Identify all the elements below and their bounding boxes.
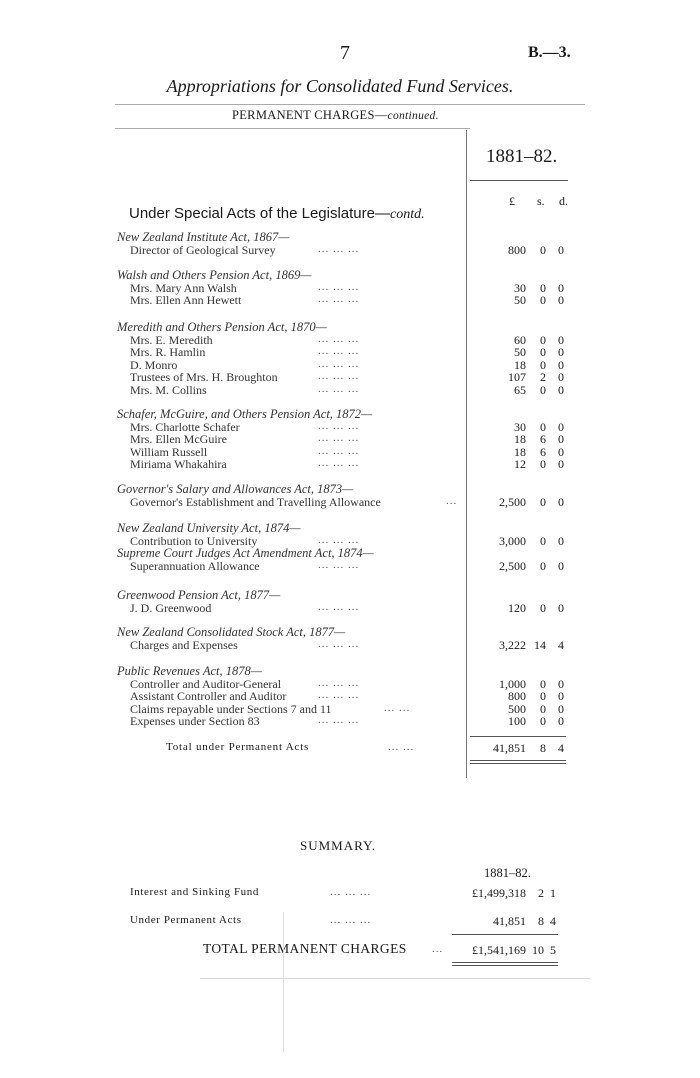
entry-dots: ... ... ... xyxy=(318,558,360,571)
summary-row-acts-shillings: 8 xyxy=(538,914,544,928)
total-rule-bottom-1 xyxy=(470,760,566,761)
entry-dots: ... ... ... xyxy=(318,357,360,370)
entry-pence: 0 xyxy=(558,357,564,372)
entry-pounds: 800 xyxy=(508,242,526,257)
act-title: New Zealand University Act, 1874— xyxy=(117,521,301,535)
entry-pence: 0 xyxy=(558,432,564,447)
entry-shillings: 0 xyxy=(540,701,546,716)
entry-label: Mrs. M. Collins xyxy=(130,383,207,397)
section-heading: Under Special Acts of the Legislature—contd. xyxy=(129,205,425,222)
entry-dots: ... ... ... xyxy=(318,714,360,727)
document-reference: B.—3. xyxy=(528,44,571,61)
amount-column-divider xyxy=(466,130,467,778)
column-pence: d. xyxy=(559,194,568,208)
act-title: Greenwood Pension Act, 1877— xyxy=(117,588,281,602)
summary-row-interest-pence: 1 xyxy=(550,886,556,900)
total-pence: 4 xyxy=(558,741,564,755)
page-number: 7 xyxy=(340,42,350,64)
entry-label: Mrs. E. Meredith xyxy=(130,332,213,347)
summary-row-acts-pence: 4 xyxy=(550,914,556,928)
entry-label: Contribution to University xyxy=(130,533,258,548)
entry-dots: ... ... ... xyxy=(318,419,360,432)
entry-pounds: 3,000 xyxy=(499,533,526,548)
entry-dots: ... ... ... xyxy=(318,457,360,470)
entry-shillings: 0 xyxy=(540,558,546,573)
entry-pounds: 18 xyxy=(514,444,526,459)
entry-label: Claims repayable under Sections 7 and 11 xyxy=(130,701,332,716)
total-shillings: 8 xyxy=(540,741,546,755)
total-label: Total under Permanent Acts xyxy=(166,741,310,753)
entry-dots: ... ... ... xyxy=(318,600,360,613)
entry-label: Governor's Establishment and Travelling Allowance xyxy=(130,494,381,509)
entry-pounds: 50 xyxy=(514,345,526,360)
entry-label: Miriama Whakahira xyxy=(130,457,227,472)
entry-pounds: 30 xyxy=(514,280,526,295)
total-rule-bottom-2 xyxy=(470,763,566,764)
summary-row-acts-dots: ... ... ... xyxy=(330,914,372,926)
entry-shillings: 0 xyxy=(540,383,546,397)
entry-dots: ... ... ... xyxy=(318,280,360,293)
entry-pence: 0 xyxy=(558,419,564,434)
heading-rule xyxy=(115,128,470,129)
entry-pence: 0 xyxy=(558,457,564,472)
entry-shillings: 2 xyxy=(540,370,546,385)
entry-pence: 0 xyxy=(558,689,564,704)
entry-dots: ... ... ... xyxy=(318,637,360,650)
entry-pounds: 107 xyxy=(508,370,526,385)
entry-label: D. Monro xyxy=(130,357,178,372)
entry-pence: 0 xyxy=(558,242,564,257)
entry-pence: 0 xyxy=(558,558,564,573)
entry-pounds: 18 xyxy=(514,357,526,372)
entry-pounds: 500 xyxy=(508,701,526,716)
entry-shillings: 0 xyxy=(540,345,546,360)
entry-pence: 0 xyxy=(558,444,564,459)
entry-dots: ... ... ... xyxy=(318,533,360,546)
summary-total-rule-top xyxy=(452,934,558,935)
entry-dots: ... ... xyxy=(384,701,411,714)
column-shillings: s. xyxy=(537,194,545,208)
entry-dots: ... ... ... xyxy=(318,345,360,358)
entry-pence: 0 xyxy=(558,600,564,615)
entry-dots: ... ... ... xyxy=(318,444,360,457)
entry-label: Charges and Expenses xyxy=(130,637,238,652)
entry-pounds: 12 xyxy=(514,457,526,472)
entry-label: Mrs. Charlotte Schafer xyxy=(130,419,240,434)
summary-row-interest-dots: ... ... ... xyxy=(330,886,372,898)
entry-dots: ... ... ... xyxy=(318,242,360,255)
entry-label: William Russell xyxy=(130,444,208,459)
entry-pence: 0 xyxy=(558,676,564,691)
summary-total-shillings: 10 xyxy=(532,943,544,957)
act-title: Supreme Court Judges Act Amendment Act, 1874— xyxy=(117,546,374,560)
entry-label: Controller and Auditor-General xyxy=(130,676,282,691)
act-title: Public Revenues Act, 1878— xyxy=(117,664,262,678)
entry-shillings: 0 xyxy=(540,600,546,615)
summary-total-label: TOTAL PERMANENT CHARGES xyxy=(203,941,407,956)
entry-pence: 0 xyxy=(558,714,564,729)
entry-shillings: 0 xyxy=(540,280,546,295)
page-title: Appropriations for Consolidated Fund Services. xyxy=(166,76,514,96)
summary-total-rule-bottom-2 xyxy=(452,965,558,966)
act-title: Governor's Salary and Allowances Act, 1873— xyxy=(117,482,354,496)
entry-shillings: 0 xyxy=(540,419,546,434)
summary-title: SUMMARY. xyxy=(300,838,377,853)
year-rule xyxy=(470,180,568,181)
act-title: New Zealand Institute Act, 1867— xyxy=(117,230,290,244)
entry-label: Mrs. Mary Ann Walsh xyxy=(130,280,237,295)
entry-pounds: 2,500 xyxy=(499,558,526,573)
entry-pence: 0 xyxy=(558,293,564,308)
entry-pence: 0 xyxy=(558,370,564,385)
entry-pounds: 120 xyxy=(508,600,526,615)
entry-label: Mrs. R. Hamlin xyxy=(130,345,206,360)
summary-row-interest-pounds: £1,499,318 xyxy=(472,886,526,900)
summary-row-acts-label: Under Permanent Acts xyxy=(130,914,242,926)
entry-shillings: 0 xyxy=(540,714,546,729)
entry-pence: 0 xyxy=(558,383,564,397)
entry-shillings: 0 xyxy=(540,242,546,257)
entry-label: Superannuation Allowance xyxy=(130,558,260,573)
entry-pounds: 800 xyxy=(508,689,526,704)
title-rule xyxy=(115,104,585,105)
total-rule-top xyxy=(470,736,566,737)
entry-pence: 0 xyxy=(558,345,564,360)
entry-label: J. D. Greenwood xyxy=(130,600,212,615)
entry-dots: ... ... ... xyxy=(318,432,360,445)
summary-year: 1881–82. xyxy=(484,866,531,880)
column-year: 1881–82. xyxy=(486,146,558,167)
entry-label: Expenses under Section 83 xyxy=(130,714,260,729)
entry-shillings: 0 xyxy=(540,676,546,691)
entry-dots: ... ... ... xyxy=(318,293,360,306)
total-dots: ... ... xyxy=(388,741,415,753)
entry-dots: ... ... ... xyxy=(318,332,360,345)
entry-pounds: 65 xyxy=(514,383,526,397)
total-pounds: 41,851 xyxy=(493,741,526,755)
entry-pence: 0 xyxy=(558,332,564,347)
entry-dots: ... ... ... xyxy=(318,383,360,395)
entry-dots: ... ... ... xyxy=(318,370,360,383)
summary-row-interest-shillings: 2 xyxy=(538,886,544,900)
entry-pence: 0 xyxy=(558,494,564,509)
bleed-through-divider xyxy=(283,912,284,1052)
bleed-through-rule xyxy=(200,978,590,979)
entry-shillings: 6 xyxy=(540,444,546,459)
entry-shillings: 0 xyxy=(540,293,546,308)
entry-shillings: 14 xyxy=(534,637,546,652)
entry-dots: ... ... ... xyxy=(318,689,360,702)
entry-dots: ... ... ... xyxy=(318,676,360,689)
entry-dots: ... xyxy=(446,494,458,507)
summary-row-interest-label: Interest and Sinking Fund xyxy=(130,886,259,898)
entry-shillings: 0 xyxy=(540,533,546,548)
entry-label: Director of Geological Survey xyxy=(130,242,276,257)
summary-total-pence: 5 xyxy=(550,943,556,957)
entry-pounds: 100 xyxy=(508,714,526,729)
entry-pounds: 30 xyxy=(514,419,526,434)
permanent-charges-heading: PERMANENT CHARGES—continued. xyxy=(232,108,439,122)
entry-pounds: 3,222 xyxy=(499,637,526,652)
entry-label: Mrs. Ellen McGuire xyxy=(130,432,227,447)
entry-label: Trustees of Mrs. H. Broughton xyxy=(130,370,278,385)
entry-pence: 0 xyxy=(558,280,564,295)
entry-label: Assistant Controller and Auditor xyxy=(130,689,287,704)
entry-pence: 4 xyxy=(558,637,564,652)
entry-shillings: 0 xyxy=(540,332,546,347)
entry-shillings: 0 xyxy=(540,494,546,509)
summary-total-dots: ... xyxy=(432,943,444,955)
act-title: New Zealand Consolidated Stock Act, 1877— xyxy=(117,625,346,639)
entry-shillings: 0 xyxy=(540,357,546,372)
summary-total-pounds: £1,541,169 xyxy=(472,943,526,957)
entry-pounds: 18 xyxy=(514,432,526,447)
act-title: Walsh and Others Pension Act, 1869— xyxy=(117,268,312,282)
entry-shillings: 6 xyxy=(540,432,546,447)
entry-shillings: 0 xyxy=(540,457,546,472)
entry-pounds: 50 xyxy=(514,293,526,308)
entry-shillings: 0 xyxy=(540,689,546,704)
summary-row-acts-pounds: 41,851 xyxy=(493,914,526,928)
act-title: Meredith and Others Pension Act, 1870— xyxy=(117,320,327,334)
entry-pence: 0 xyxy=(558,533,564,548)
entry-pence: 0 xyxy=(558,701,564,716)
act-title: Schafer, McGuire, and Others Pension Act, 1872— xyxy=(117,407,373,421)
entry-pounds: 2,500 xyxy=(499,494,526,509)
column-pounds: £ xyxy=(509,194,515,208)
summary-total-rule-bottom-1 xyxy=(452,962,558,963)
entry-pounds: 1,000 xyxy=(499,676,526,691)
entry-label: Mrs. Ellen Ann Hewett xyxy=(130,293,242,308)
entry-pounds: 60 xyxy=(514,332,526,347)
